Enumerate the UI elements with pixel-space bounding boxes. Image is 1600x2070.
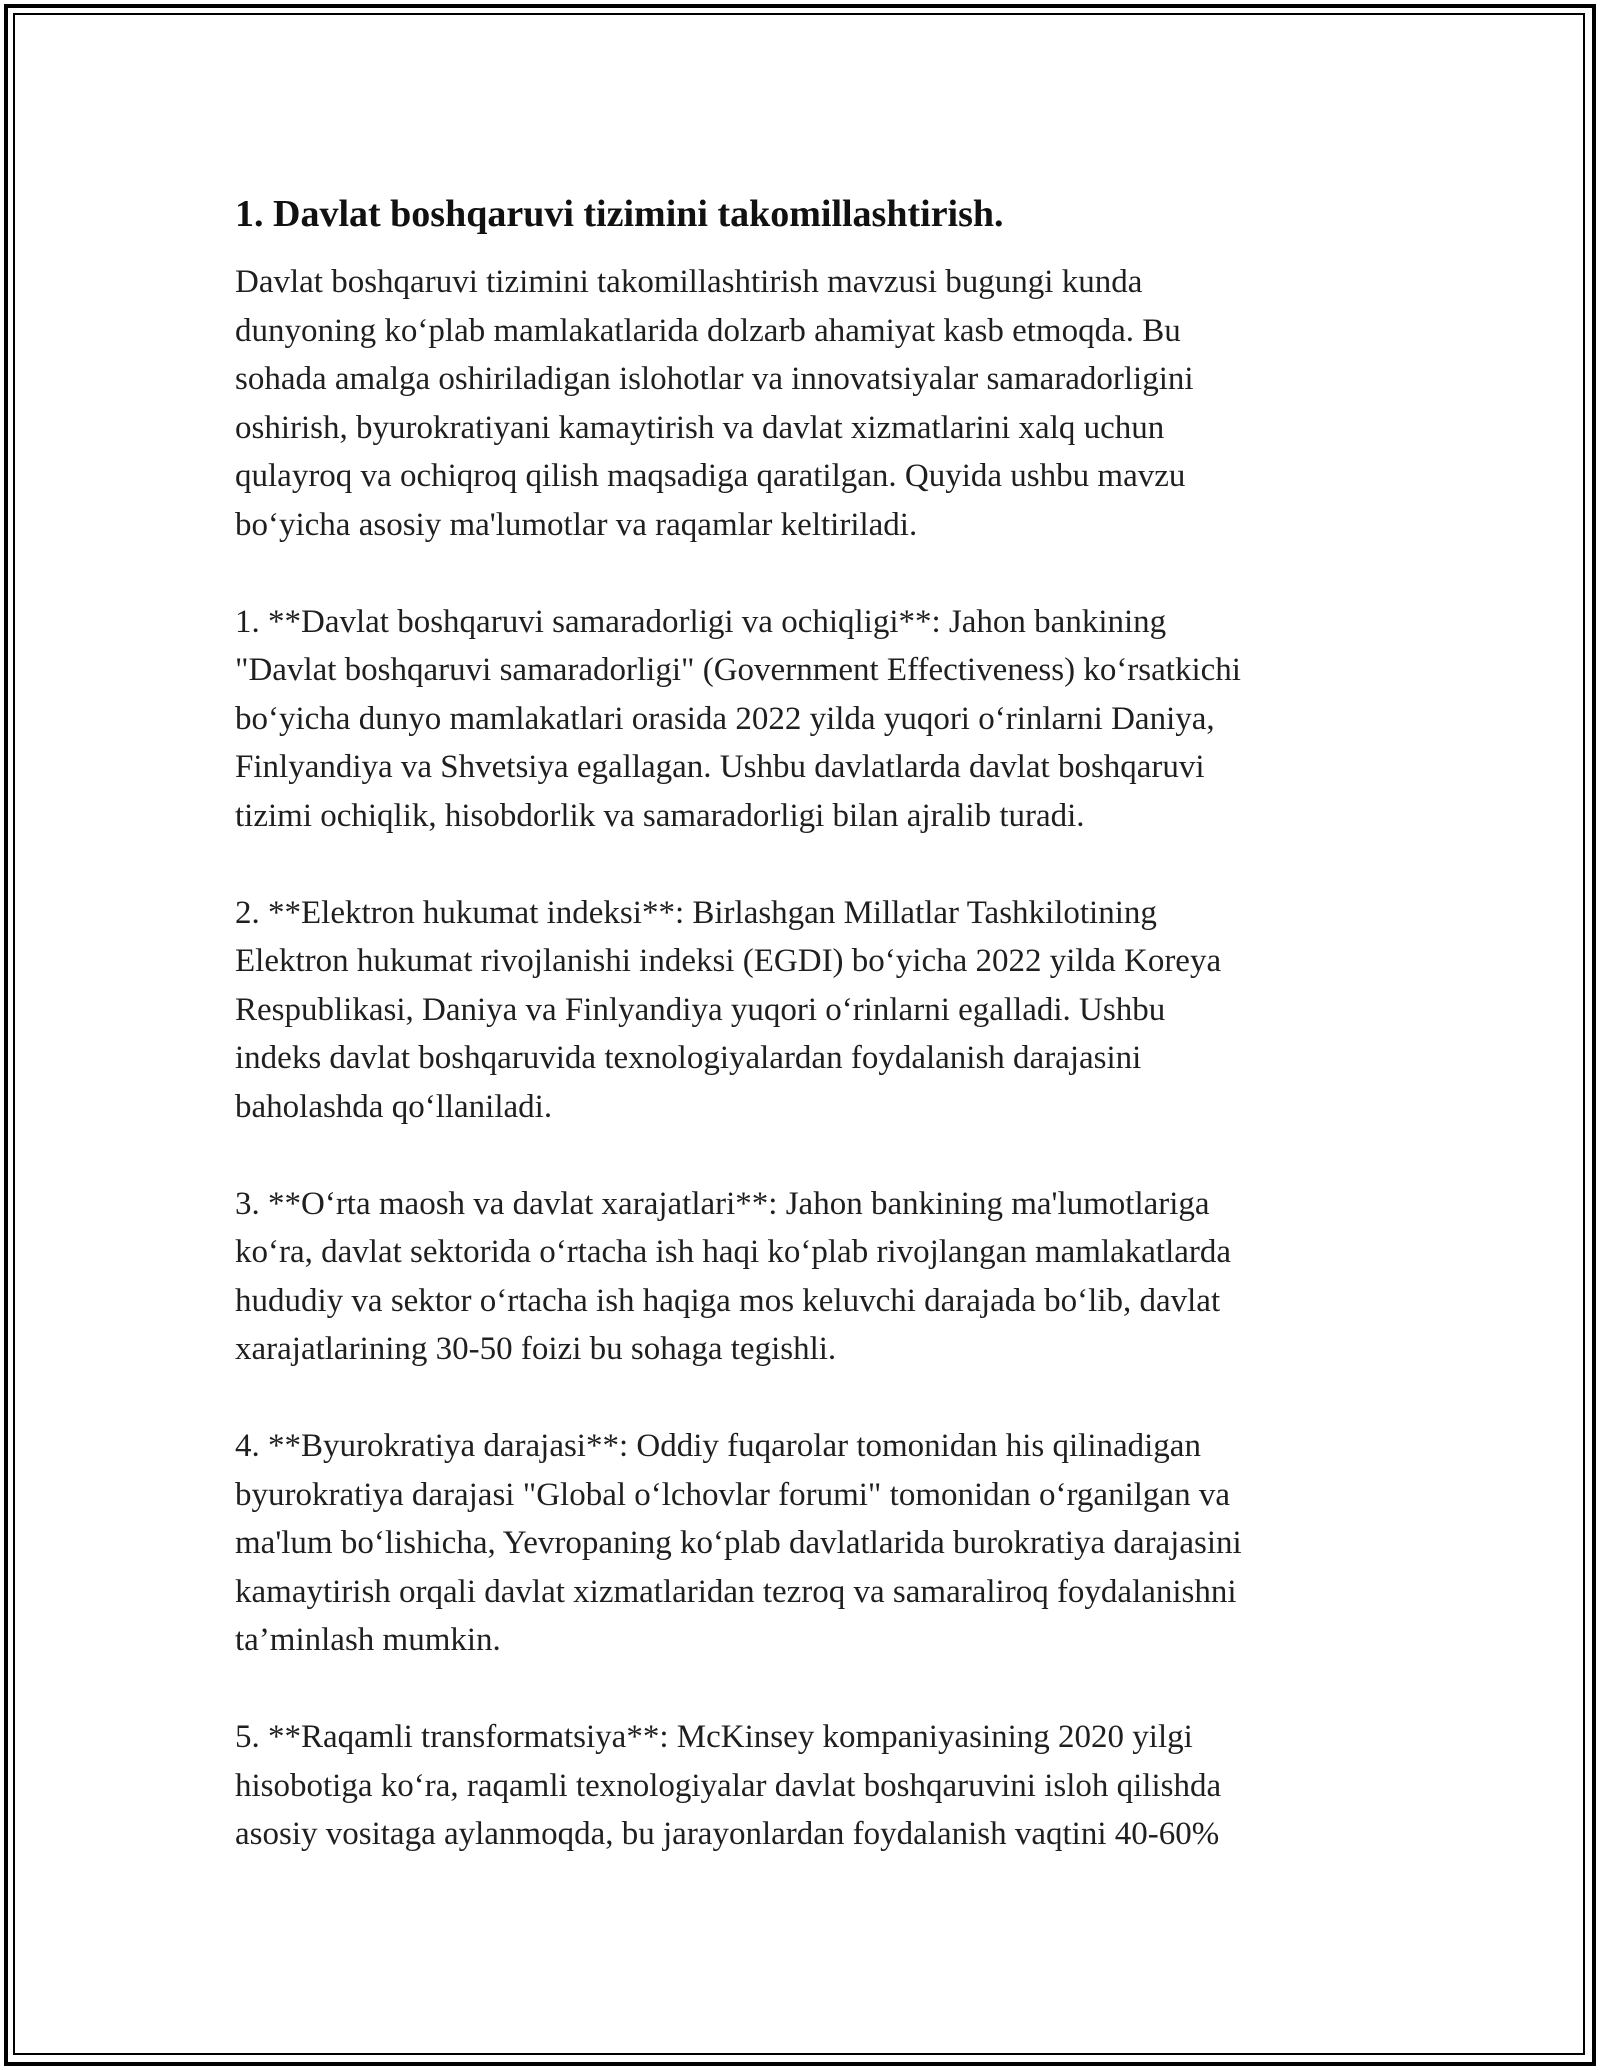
list-item-2: 2. **Elektron hukumat indeksi**: Birlashgan Millatlar Tashkilotining Elektron hukumat rivojlanishi indeksi (EGDI) bo‘yicha 2022 yilda Koreya Respublikasi, Daniya va Finlyandiya yuqori o‘rinlarni egalladi. Ushbu indeks davlat boshqaruvida texnologiyalardan foydalanish darajasini baholashda qo‘llaniladi. bbox=[235, 894, 1222, 1125]
intro-paragraph: Davlat boshqaruvi tizimini takomillashtirish mavzusi bugungi kunda dunyoning ko‘plab mamlakatlarida dolzarb ahamiyat kasb etmoqda. Bu sohada amalga oshiriladigan islohotlar va innovatsiyalar samaradorligini oshirish, byurokratiyani kamaytirish va davlat xizmatlarini xalq uchun qulayroq va ochiqroq qilish maqsadiga qaratilgan. Quyida ushbu mavzu bo‘yicha asosiy ma'lumotlar va raqamlar keltiriladi. bbox=[235, 264, 1194, 543]
list-item-4: 4. **Byurokratiya darajasi**: Oddiy fuqarolar tomonidan his qilinadigan byurokratiya darajasi "Global o‘lchovlar forumi" tomonidan o‘rganilgan va ma'lum bo‘lishicha, Yevropaning ko‘plab davlatlarida burokratiya darajasini kamaytirish orqali davlat xizmatlaridan tezroq va samaraliroq foydalanishni ta’minlash mumkin. bbox=[235, 1428, 1242, 1658]
list-item-1: 1. **Davlat boshqaruvi samaradorligi va ochiqligi**: Jahon bankining "Davlat boshqaruvi samaradorligi" (Government Effectiveness) ko‘rsatkichi bo‘yicha dunyo mamlakatlari orasida 2022 yilda yuqori o‘rinlarni Daniya, Finlyandiya va Shvetsiya egallagan. Ushbu davlatlarda davlat boshqaruvi tizimi ochiqlik, hisobdorlik va samaradorligi bilan ajralib turadi. bbox=[235, 603, 1241, 834]
document-body bbox=[235, 188, 1375, 1859]
list-item-3: 3. **O‘rta maosh va davlat xarajatlari**: Jahon bankining ma'lumotlariga ko‘ra, davlat sektorida o‘rtacha ish haqi ko‘plab rivojlangan mamlakatlarda hududiy va sektor o‘rtacha ish haqiga mos keluvchi darajada bo‘lib, davlat xarajatlarining 30-50 foizi bu sohaga tegishli. bbox=[235, 1185, 1232, 1367]
list-item-5: 5. **Raqamli transformatsiya**: McKinsey kompaniyasining 2020 yilgi hisobotiga ko‘ra, raqamli texnologiyalar davlat boshqaruvini isloh qilishda asosiy vositaga aylanmoqda, bu jarayonlardan foydalanish vaqtini 40-60% bbox=[235, 1719, 1222, 1852]
section-heading: 1. Davlat boshqaruvi tizimini takomillashtirish. bbox=[235, 193, 1004, 235]
